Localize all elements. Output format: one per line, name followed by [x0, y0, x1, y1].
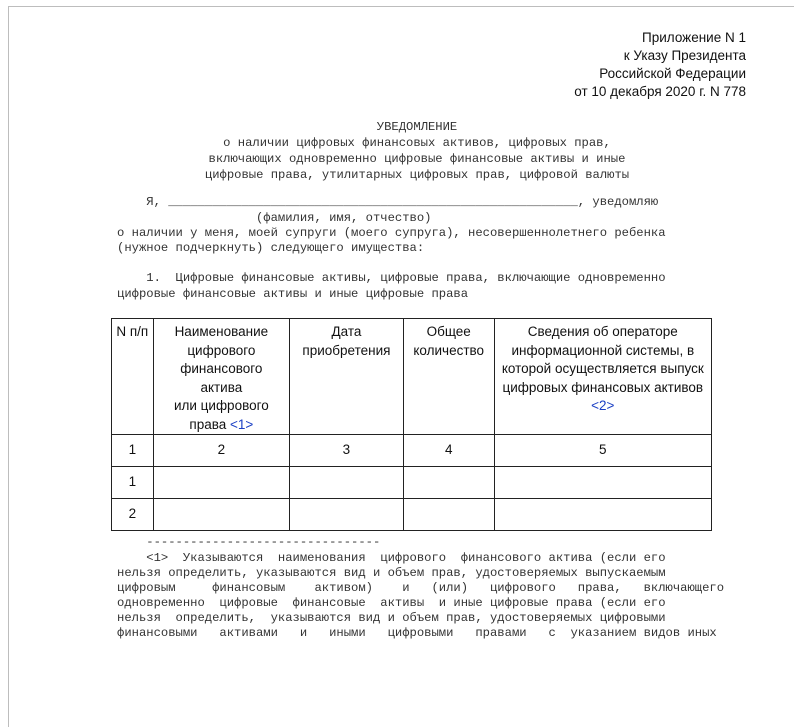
column-number: 4	[403, 435, 494, 467]
footnote-ref-2-link[interactable]: <2>	[591, 398, 615, 413]
header-operator-line-4: цифровых финансовых активов	[502, 379, 704, 395]
intro-line-4: (нужное подчеркнуть) следующего имущества:	[117, 241, 425, 255]
column-number: 2	[153, 435, 289, 467]
header-name-line-5	[158, 416, 285, 435]
table-cell	[153, 499, 289, 531]
column-number: 5	[494, 435, 711, 467]
document-page	[8, 6, 794, 727]
header-name-word: права	[189, 416, 227, 432]
footnote-line: нельзя определить, указываются вид и объем прав, удостоверяемых цифровыми	[117, 611, 666, 625]
header-quantity	[403, 319, 494, 435]
section-1-line-2: цифровые финансовые активы и иные цифровые права	[117, 287, 469, 301]
header-name-line-4: или цифрового	[173, 398, 269, 413]
notice-title-line-2: о наличии цифровых финансовых активов, цифровых прав,	[223, 136, 611, 150]
column-number-row	[112, 435, 712, 467]
table-row	[112, 467, 712, 499]
intro-line-1: Я, ________________________________________________________, уведомляю	[117, 195, 659, 209]
notice-title-line-1: УВЕДОМЛЕНИЕ	[376, 120, 458, 134]
footnote-separator: --------------------------------	[117, 535, 381, 549]
footnote-line: нельзя определить, указываются вид и объем прав, удостоверяемых выпускаемым	[117, 566, 666, 580]
header-name-line-1: Наименование	[174, 324, 269, 339]
header-date	[290, 319, 404, 435]
header-operator-line-1: Сведения об операторе	[527, 324, 678, 339]
table-cell	[403, 499, 494, 531]
table-header-row	[112, 319, 712, 435]
appendix-line-1: Приложение N 1	[642, 30, 746, 45]
header-name-line-3: финансового актива	[180, 361, 263, 395]
notice-title	[117, 119, 717, 183]
header-name	[153, 319, 289, 435]
notice-title-line-4: цифровые права, утилитарных цифровых прав, цифровой валюты	[204, 168, 630, 182]
footnote-line: <1> Указываются наименования цифрового финансового актива (если его	[117, 551, 666, 565]
column-number: 3	[290, 435, 404, 467]
intro-caption: (фамилия, имя, отчество)	[117, 211, 432, 225]
header-operator	[494, 319, 711, 435]
table-cell	[494, 499, 711, 531]
header-num	[112, 319, 154, 435]
header-date-line-2: приобретения	[302, 342, 391, 358]
intro-line-3: о наличии у меня, моей супруги (моего супруга), несовершеннолетнего ребенка	[117, 226, 666, 240]
assets-table	[111, 318, 712, 531]
section-1-line-1: 1. Цифровые финансовые активы, цифровые права, включающие одновременно	[117, 271, 666, 285]
header-quantity-line-1: Общее	[426, 324, 471, 339]
appendix-line-2: к Указу Президента	[623, 48, 746, 63]
table-cell	[290, 499, 404, 531]
header-date-line-1: Дата	[331, 324, 362, 339]
appendix-line-3: Российской Федерации	[599, 66, 746, 81]
table-row	[112, 499, 712, 531]
appendix-line-4: от 10 декабря 2020 г. N 778	[574, 84, 746, 99]
column-number: 1	[112, 435, 154, 467]
header-operator-line-2: информационной системы, в	[511, 342, 695, 358]
table-cell	[403, 467, 494, 499]
header-num-label: N п/п	[116, 324, 149, 339]
row-number: 2	[112, 499, 154, 531]
header-operator-line-3: которой осуществляется выпуск	[501, 361, 704, 376]
header-quantity-line-2: количество	[413, 342, 485, 358]
notice-title-line-3: включающих одновременно цифровые финансовые активы и иные	[208, 152, 626, 166]
table-cell	[153, 467, 289, 499]
row-number: 1	[112, 467, 154, 499]
table-cell	[494, 467, 711, 499]
footnote-ref-1-link[interactable]: <1>	[230, 416, 254, 432]
appendix-header	[574, 29, 746, 101]
table-cell	[290, 467, 404, 499]
footnote-line: цифровым финансовым активом) и (или) цифрового права, включающего	[117, 581, 725, 595]
footnote-line: одновременно цифровые финансовые активы и иные цифровые права (если его	[117, 596, 666, 610]
footnote-line: финансовыми активами и иными цифровыми правами с указанием видов иных	[117, 626, 717, 640]
header-name-line-2: цифрового	[187, 342, 256, 358]
